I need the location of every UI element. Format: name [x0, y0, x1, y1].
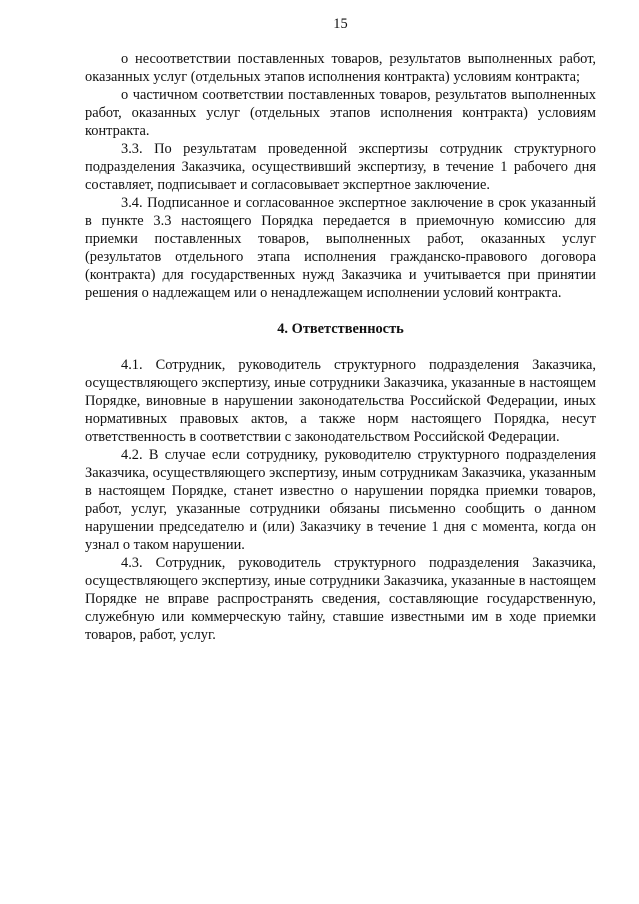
page-number: 15 [333, 16, 348, 32]
paragraph-3-4: 3.4. Подписанное и согласованное экспертное заключение в срок указанный в пункте 3.3 настоящего Порядка передается в приемочную комиссию для приемки поставленных товаров, выполненных работ, оказанных услуг (результатов отдельного этапа исполнения гражданско-правового договора (контракта) для государственных нужд Заказчика и учитывается при принятии решения о надлежащем или о ненадлежащем исполнении условий контракта. [85, 195, 596, 301]
paragraph-4-3: 4.3. Сотрудник, руководитель структурного подразделения Заказчика, осуществляющего экспертизу, иные сотрудники Заказчика, указанные в настоящем Порядке не вправе распространять сведения, составляющие государственную, служебную или коммерческую тайну, ставшие известными им в ходе приемки товаров, работ, услуг. [85, 555, 596, 643]
paragraph-4-2: 4.2. В случае если сотруднику, руководителю структурного подразделения Заказчика, осуществляющего экспертизу, иным сотрудникам Заказчика, указанным в настоящем Порядке, станет известно о нарушении порядка приемки товаров, работ, услуг, указанные сотрудники обязаны письменно сообщить о данном нарушении председателю и (или) Заказчику в течение 1 дня с момента, когда он узнал о таком нарушении. [85, 447, 596, 553]
section-heading-responsibility: 4. Ответственность [277, 321, 404, 337]
paragraph-3-3: 3.3. По результатам проведенной экспертизы сотрудник структурного подразделения Заказчика, осуществивший экспертизу, в течение 1 рабочего дня составляет, подписывает и согласовывает экспертное заключение. [85, 141, 596, 193]
paragraph-partial-conformity: о частичном соответствии поставленных товаров, результатов выполненных работ, оказанных услуг (отдельных этапов исполнения контракта) условиям контракта. [85, 87, 596, 139]
paragraph-nonconformity: о несоответствии поставленных товаров, результатов выполненных работ, оказанных услуг (отдельных этапов исполнения контракта) условиям контракта; [85, 51, 596, 85]
paragraph-4-1: 4.1. Сотрудник, руководитель структурного подразделения Заказчика, осуществляющего экспертизу, иные сотрудники Заказчика, указанные в настоящем Порядке, виновные в нарушении законодательства Российской Федерации, иных нормативных правовых актов, а также норм настоящего Порядка, несут ответственность в соответствии с законодательством Российской Федерации. [85, 357, 596, 445]
